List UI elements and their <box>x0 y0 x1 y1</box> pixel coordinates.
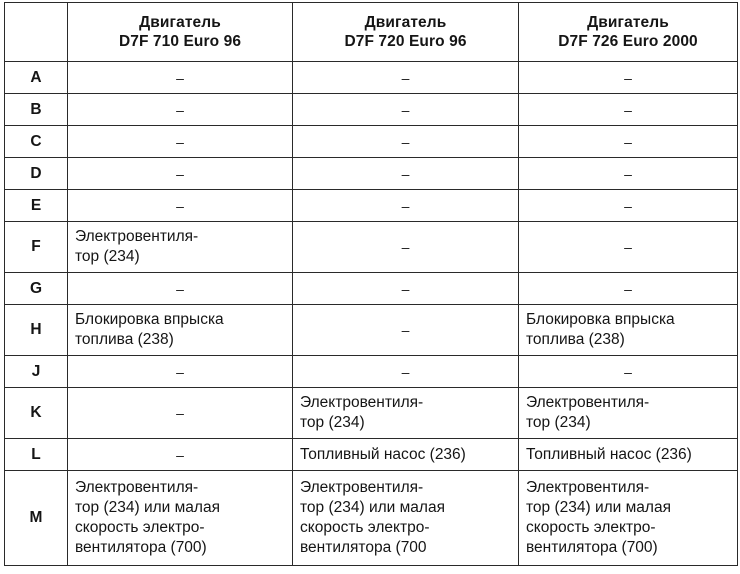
table-cell: Блокировка впрыска топлива (238) <box>68 305 293 356</box>
row-label: F <box>5 222 68 273</box>
table-row <box>5 222 738 273</box>
row-label: H <box>5 305 68 356</box>
row-label: C <box>5 126 68 158</box>
table-cell: Электровентиля- тор (234) <box>293 388 519 439</box>
empty-cell-dash: – <box>68 356 293 388</box>
table-cell: Топливный насос (236) <box>519 439 738 471</box>
table-row <box>5 305 738 356</box>
table-row <box>5 273 738 305</box>
empty-cell-dash: – <box>519 158 738 190</box>
empty-cell-dash: – <box>68 190 293 222</box>
row-label: J <box>5 356 68 388</box>
table-row <box>5 62 738 94</box>
empty-cell-dash: – <box>293 94 519 126</box>
empty-cell-dash: – <box>293 273 519 305</box>
empty-cell-dash: – <box>519 94 738 126</box>
empty-cell-dash: – <box>68 273 293 305</box>
empty-cell-dash: – <box>68 62 293 94</box>
row-label: D <box>5 158 68 190</box>
empty-cell-dash: – <box>293 222 519 273</box>
empty-cell-dash: – <box>519 273 738 305</box>
table-cell: Электровентиля- тор (234) <box>68 222 293 273</box>
row-label: L <box>5 439 68 471</box>
header-row <box>5 3 738 62</box>
engine-header-d7f-710: Двигатель D7F 710 Euro 96 <box>68 3 293 62</box>
row-label: G <box>5 273 68 305</box>
empty-cell-dash: – <box>519 222 738 273</box>
table-cell: Электровентиля- тор (234) или малая скорость электро- вентилятора (700) <box>519 471 738 566</box>
table-cell: Электровентиля- тор (234) или малая скорость электро- вентилятора (700) <box>68 471 293 566</box>
empty-cell-dash: – <box>293 356 519 388</box>
empty-cell-dash: – <box>293 305 519 356</box>
empty-cell-dash: – <box>68 439 293 471</box>
relay-assignment-table <box>4 2 738 566</box>
empty-cell-dash: – <box>293 190 519 222</box>
engine-header-d7f-726: Двигатель D7F 726 Euro 2000 <box>519 3 738 62</box>
table-row <box>5 471 738 566</box>
table-body <box>5 62 738 566</box>
empty-cell-dash: – <box>293 62 519 94</box>
table-row <box>5 94 738 126</box>
table-row <box>5 439 738 471</box>
empty-cell-dash: – <box>519 62 738 94</box>
empty-cell-dash: – <box>519 190 738 222</box>
table-row <box>5 126 738 158</box>
table-row <box>5 158 738 190</box>
empty-cell-dash: – <box>68 126 293 158</box>
table-row <box>5 388 738 439</box>
row-label: B <box>5 94 68 126</box>
row-label: K <box>5 388 68 439</box>
table-cell: Топливный насос (236) <box>293 439 519 471</box>
table-cell: Блокировка впрыска топлива (238) <box>519 305 738 356</box>
engine-header-d7f-720: Двигатель D7F 720 Euro 96 <box>293 3 519 62</box>
row-label: M <box>5 471 68 566</box>
corner-header-cell <box>5 3 68 62</box>
empty-cell-dash: – <box>293 126 519 158</box>
empty-cell-dash: – <box>293 158 519 190</box>
row-label: E <box>5 190 68 222</box>
table-cell: Электровентиля- тор (234) <box>519 388 738 439</box>
empty-cell-dash: – <box>519 126 738 158</box>
empty-cell-dash: – <box>519 356 738 388</box>
empty-cell-dash: – <box>68 388 293 439</box>
table-row <box>5 356 738 388</box>
table-cell: Электровентиля- тор (234) или малая скорость электро- вентилятора (700 <box>293 471 519 566</box>
row-label: A <box>5 62 68 94</box>
table-row <box>5 190 738 222</box>
empty-cell-dash: – <box>68 94 293 126</box>
empty-cell-dash: – <box>68 158 293 190</box>
